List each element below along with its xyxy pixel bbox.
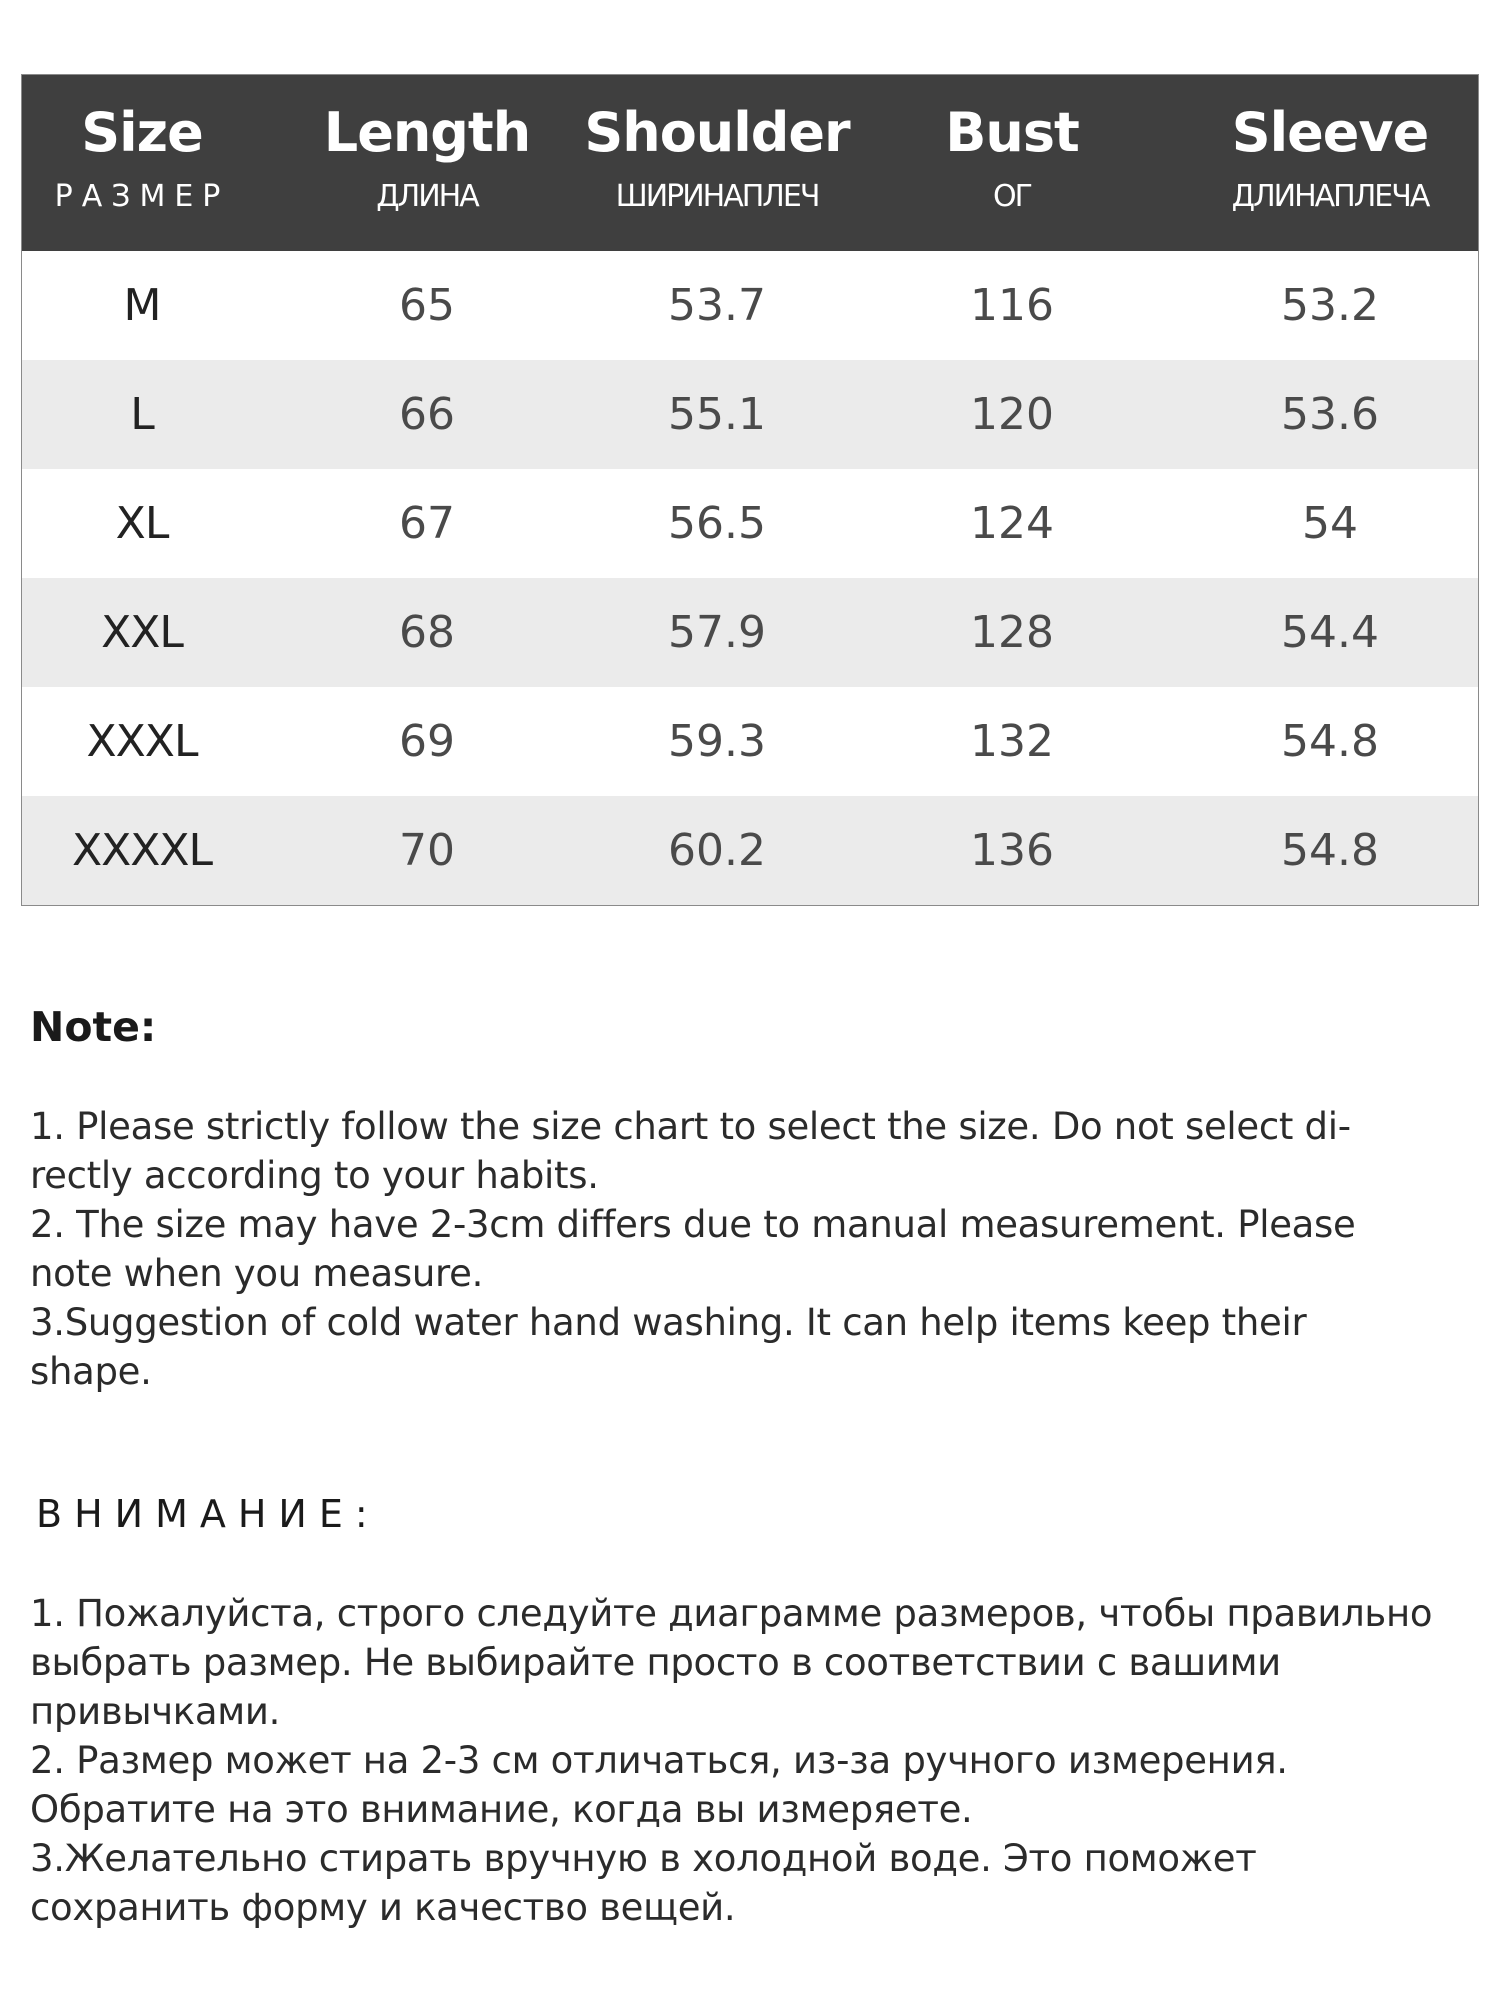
table-row bbox=[22, 687, 1478, 796]
cell-shoulder: 56.5 bbox=[668, 498, 766, 549]
header-sleeve bbox=[1182, 75, 1478, 251]
note-title-en: Note: bbox=[30, 1003, 157, 1051]
cell-sleeve: 54 bbox=[1302, 498, 1358, 549]
header-shoulder bbox=[584, 75, 850, 251]
header-bust bbox=[842, 75, 1182, 251]
cell-sleeve: 53.2 bbox=[1281, 280, 1379, 331]
header-length-ru: ДЛИНА bbox=[376, 179, 478, 214]
table-body bbox=[22, 251, 1478, 905]
note-ru-line: привычками. bbox=[30, 1690, 281, 1733]
cell-bust: 124 bbox=[970, 498, 1054, 549]
table-row bbox=[22, 251, 1478, 360]
cell-bust: 128 bbox=[970, 607, 1054, 658]
header-bust-ru: ОГ bbox=[993, 179, 1031, 214]
note-en-line: 1. Please strictly follow the size chart to select the size. Do not select di- bbox=[30, 1105, 1351, 1148]
cell-shoulder: 55.1 bbox=[668, 389, 766, 440]
note-ru-line: 2. Размер может на 2-3 см отличаться, из-за ручного измерения. bbox=[30, 1739, 1288, 1782]
table-row bbox=[22, 469, 1478, 578]
header-sleeve-en: Sleeve bbox=[1231, 101, 1429, 164]
cell-sleeve: 53.6 bbox=[1281, 389, 1379, 440]
note-en-line: rectly according to your habits. bbox=[30, 1154, 599, 1197]
cell-length: 65 bbox=[399, 280, 455, 331]
note-en-line: 3.Suggestion of cold water hand washing. It can help items keep their bbox=[30, 1301, 1307, 1344]
note-ru-line: выбрать размер. Не выбирайте просто в соответствии с вашими bbox=[30, 1641, 1281, 1684]
cell-length: 69 bbox=[399, 716, 455, 767]
header-shoulder-en: Shoulder bbox=[584, 101, 850, 164]
header-bust-en: Bust bbox=[945, 101, 1079, 164]
note-text-en bbox=[30, 1102, 1470, 1396]
cell-size: M bbox=[123, 280, 161, 331]
note-ru-line: 3.Желательно стирать вручную в холодной воде. Это поможет bbox=[30, 1837, 1257, 1880]
header-sleeve-ru: ДЛИНАПЛЕЧА bbox=[1231, 179, 1429, 214]
cell-bust: 116 bbox=[970, 280, 1054, 331]
size-chart-table bbox=[21, 74, 1479, 906]
cell-sleeve: 54.8 bbox=[1281, 825, 1379, 876]
cell-size: XXL bbox=[101, 607, 183, 658]
cell-length: 68 bbox=[399, 607, 455, 658]
cell-shoulder: 59.3 bbox=[668, 716, 766, 767]
cell-bust: 136 bbox=[970, 825, 1054, 876]
table-row bbox=[22, 360, 1478, 469]
header-size-en: Size bbox=[81, 101, 203, 164]
cell-shoulder: 53.7 bbox=[668, 280, 766, 331]
table-header bbox=[22, 75, 1478, 251]
note-en-line: note when you measure. bbox=[30, 1252, 484, 1295]
header-length-en: Length bbox=[323, 101, 531, 164]
note-ru-line: сохранить форму и качество вещей. bbox=[30, 1886, 736, 1929]
note-text-ru bbox=[30, 1589, 1470, 1932]
cell-size: XXXXL bbox=[71, 825, 213, 876]
cell-size: XXXL bbox=[86, 716, 198, 767]
header-shoulder-ru: ШИРИНАПЛЕЧ bbox=[615, 179, 819, 214]
note-en-line: shape. bbox=[30, 1350, 152, 1393]
cell-length: 67 bbox=[399, 498, 455, 549]
cell-length: 66 bbox=[399, 389, 455, 440]
note-ru-line: 1. Пожалуйста, строго следуйте диаграмме размеров, чтобы правильно bbox=[30, 1592, 1433, 1635]
cell-sleeve: 54.4 bbox=[1281, 607, 1379, 658]
cell-sleeve: 54.8 bbox=[1281, 716, 1379, 767]
cell-length: 70 bbox=[399, 825, 455, 876]
header-size-ru: РАЗМЕР bbox=[54, 179, 230, 214]
note-en-line: 2. The size may have 2-3cm differs due to manual measurement. Please bbox=[30, 1203, 1356, 1246]
cell-shoulder: 60.2 bbox=[668, 825, 766, 876]
cell-bust: 120 bbox=[970, 389, 1054, 440]
table-row bbox=[22, 578, 1478, 687]
cell-shoulder: 57.9 bbox=[668, 607, 766, 658]
cell-size: XL bbox=[115, 498, 169, 549]
header-size bbox=[22, 75, 262, 251]
note-ru-line: Обратите на это внимание, когда вы измеряете. bbox=[30, 1788, 973, 1831]
header-length bbox=[262, 75, 592, 251]
cell-size: L bbox=[130, 389, 154, 440]
note-title-ru: ВНИМАНИЕ: bbox=[36, 1492, 380, 1536]
table-row bbox=[22, 796, 1478, 905]
cell-bust: 132 bbox=[970, 716, 1054, 767]
